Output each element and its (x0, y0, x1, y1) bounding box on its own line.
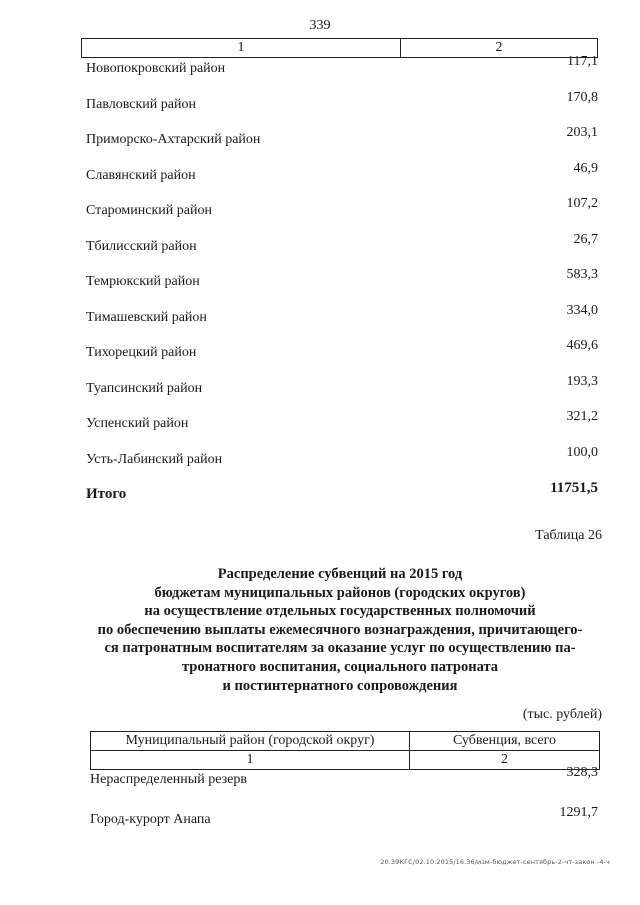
subvention-value: 117,1 (567, 54, 598, 69)
district-name: Туапсинский район (86, 380, 203, 396)
column-number-1: 1 (91, 751, 410, 769)
title-line: тронатного воспитания, социального патроната (181, 658, 499, 675)
table-row (86, 160, 598, 200)
table-row (86, 338, 598, 377)
district-name: Усть-Лабинский район (86, 451, 223, 467)
subvention-value: 469,6 (566, 338, 598, 353)
district-name: Темрюкский район (86, 274, 200, 289)
column-number-2: 2 (495, 40, 503, 55)
table-row (86, 444, 598, 484)
table-row (86, 267, 598, 306)
district-name: Успенский район (86, 416, 189, 431)
title-line: ся патронатным воспитателям за оказание услуг по осуществлению па- (104, 640, 576, 657)
column-header-district: Муниципальный район (городской округ) (91, 732, 410, 750)
district-name: Приморско-Ахтарский район (86, 132, 261, 147)
bottom-table-header (90, 731, 600, 770)
document-title (80, 565, 600, 695)
subvention-value: 193,3 (566, 373, 598, 389)
subvention-value: 107,2 (566, 196, 598, 211)
subvention-value: 1291,7 (559, 805, 598, 820)
title-line: на осуществление отдельных государственных полномочий (144, 603, 536, 620)
table-row (86, 231, 598, 271)
top-table-column-header (81, 38, 598, 58)
subvention-value: 203,1 (566, 125, 598, 140)
table-row (86, 373, 598, 413)
district-name: Тихорецкий район (86, 345, 197, 360)
table-row (90, 805, 598, 848)
subvention-value: 100,0 (566, 444, 598, 460)
bottom-table-body (90, 765, 598, 848)
subvention-value: 321,2 (566, 409, 598, 424)
district-name: Нераспределенный резерв (90, 772, 247, 787)
table-row (86, 302, 598, 342)
district-name: Славянский район (86, 167, 196, 183)
subvention-value: 334,0 (566, 302, 598, 318)
subvention-value: 170,8 (566, 89, 598, 105)
title-line: бюджетам муниципальных районов (городских округов) (154, 584, 526, 601)
subvention-value: 26,7 (573, 231, 598, 247)
table-row (90, 765, 598, 808)
document-footer: 20.39КГС/02.10.2015/16.36/изм-бюджет-сентябрь-2-чт-закон -4-ч (380, 858, 610, 866)
table-row (86, 54, 598, 93)
district-name: Тбилисский район (86, 238, 197, 254)
title-line: Распределение субвенций на 2015 год (217, 566, 463, 582)
district-name: Староминский район (86, 203, 212, 218)
page-number: 339 (309, 18, 331, 33)
column-header-subvention: Субвенция, всего (452, 733, 557, 748)
district-name: Город-курорт Анапа (90, 812, 211, 827)
district-name: Новопокровский район (86, 61, 226, 76)
district-name: Тимашевский район (86, 309, 207, 325)
column-number-2: 2 (501, 752, 508, 767)
title-line: и постинтернатного сопровождения (222, 677, 458, 694)
table-row (86, 89, 598, 129)
title-line: по обеспечению выплаты ежемесячного вознаграждения, причитающего- (97, 621, 583, 638)
total-value: 11751,5 (550, 480, 598, 496)
table-row (86, 196, 598, 235)
table-row (86, 125, 598, 164)
subvention-value: 46,9 (573, 160, 598, 176)
district-name: Павловский район (86, 96, 196, 112)
units-label: (тыс. рублей) (522, 707, 602, 722)
table-row (86, 409, 598, 448)
column-number-1: 1 (82, 39, 401, 57)
total-label: Итого (86, 486, 127, 502)
subvention-value: 328,3 (566, 765, 598, 780)
top-table-body (86, 54, 598, 483)
subvention-value: 583,3 (566, 267, 598, 282)
table-number-label: Таблица 26 (535, 528, 602, 543)
